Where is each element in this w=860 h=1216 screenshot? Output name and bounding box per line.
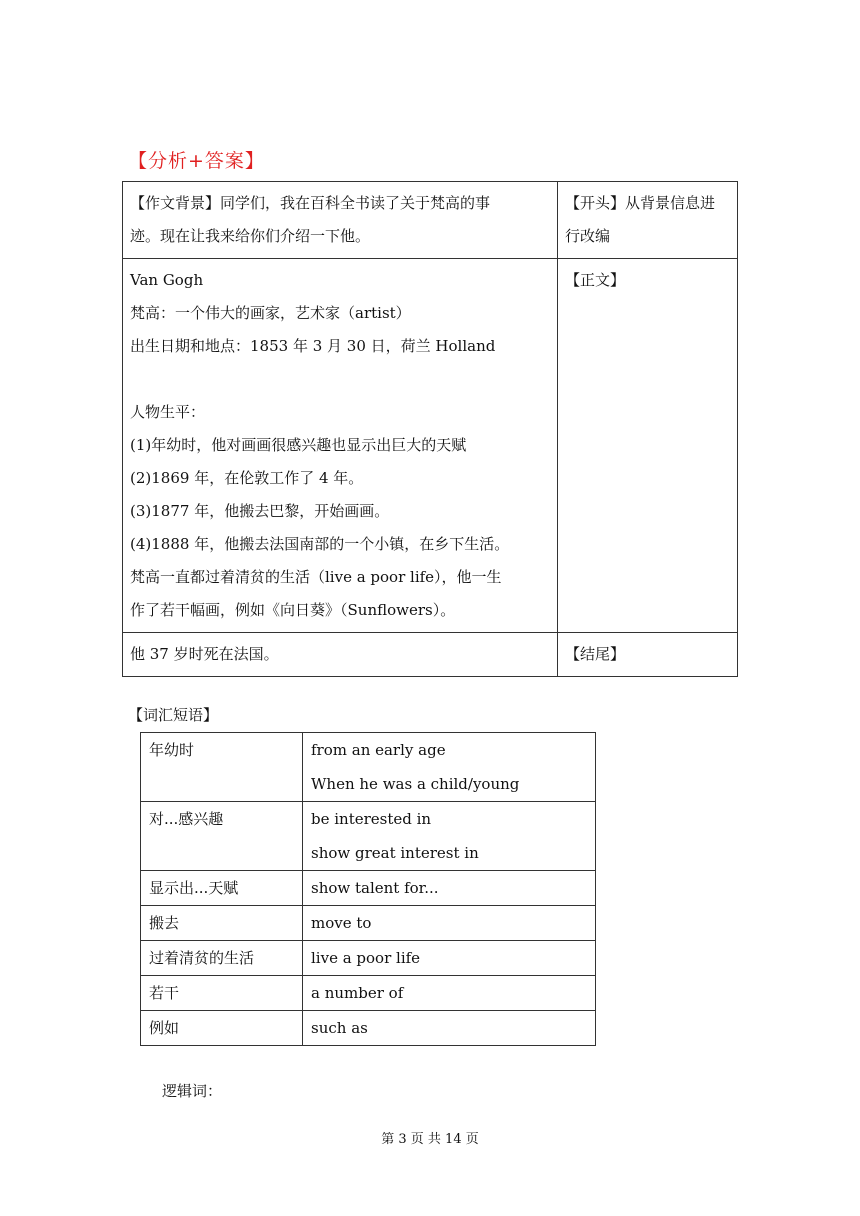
vocab-cn-cell: 若干: [141, 976, 303, 1011]
text-line: from an early age: [311, 741, 446, 759]
text-line: 梵高：一个伟大的画家，艺术家（artist）: [130, 304, 411, 322]
text-line: be interested in: [311, 810, 432, 828]
text-line: 行改编: [565, 227, 611, 245]
vocab-heading: 【词汇短语】: [128, 706, 219, 724]
vocab-en-cell: show talent for...: [303, 871, 596, 906]
vocab-cn-cell: 搬去: [141, 906, 303, 941]
logic-words-label: 逻辑词：: [162, 1082, 223, 1100]
table-row: [123, 182, 738, 259]
background-cell: [123, 182, 558, 259]
text-line: Van Gogh: [130, 271, 204, 289]
text-line: 迹。现在让我来给你们介绍一下他。: [130, 227, 371, 245]
vocab-en-cell: such as: [303, 1011, 596, 1046]
text-line: 出生日期和地点：1853 年 3 月 30 日，荷兰 Holland: [130, 337, 496, 355]
vocab-en-cell: live a poor life: [303, 941, 596, 976]
vocab-en-cell: [303, 802, 596, 871]
text-line: When he was a child/young: [311, 775, 520, 793]
table-row: [141, 871, 596, 906]
table-row: [123, 259, 738, 633]
text-line: 人物生平：: [130, 403, 206, 421]
body-content-cell: [123, 259, 558, 633]
analysis-table: [122, 181, 738, 677]
text-line: 【开头】从背景信息进: [565, 194, 716, 212]
table-row: [141, 976, 596, 1011]
vocab-cn-cell: 例如: [141, 1011, 303, 1046]
table-row: [141, 733, 596, 802]
text-line: 【正文】: [565, 271, 626, 289]
vocab-en-cell: a number of: [303, 976, 596, 1011]
body-note-cell: [558, 259, 738, 633]
vocab-cn-cell: 年幼时: [141, 733, 303, 802]
table-row: [141, 941, 596, 976]
opening-note-cell: [558, 182, 738, 259]
text-line: (2)1869 年，在伦敦工作了 4 年。: [130, 469, 364, 487]
text-line: 【作文背景】同学们，我在百科全书读了关于梵高的事: [130, 194, 491, 212]
table-row: [141, 906, 596, 941]
table-row: [141, 802, 596, 871]
text-line: 他 37 岁时死在法国。: [130, 645, 279, 663]
table-row: [141, 1011, 596, 1046]
ending-content-cell: [123, 633, 558, 677]
text-line: (3)1877 年，他搬去巴黎，开始画画。: [130, 502, 390, 520]
vocab-table: [140, 732, 596, 1046]
text-line: 【结尾】: [565, 645, 626, 663]
text-line: (1)年幼时，他对画画很感兴趣也显示出巨大的天赋: [130, 436, 467, 454]
text-line: 作了若干幅画，例如《向日葵》（Sunflowers）。: [130, 601, 456, 619]
text-line: (4)1888 年，他搬去法国南部的一个小镇，在乡下生活。: [130, 535, 510, 553]
vocab-en-cell: [303, 733, 596, 802]
text-line: 梵高一直都过着清贫的生活（live a poor life），他一生: [130, 568, 502, 586]
text-line: show great interest in: [311, 844, 479, 862]
vocab-en-cell: move to: [303, 906, 596, 941]
vocab-cn-cell: 显示出...天赋: [141, 871, 303, 906]
page-footer: 第 3 页 共 14 页: [381, 1132, 479, 1147]
table-row: [123, 633, 738, 677]
ending-note-cell: [558, 633, 738, 677]
vocab-cn-cell: 过着清贫的生活: [141, 941, 303, 976]
vocab-cn-cell: 对...感兴趣: [141, 802, 303, 871]
section-title: 【分析+答案】: [128, 150, 265, 172]
blank-line: [130, 363, 550, 396]
